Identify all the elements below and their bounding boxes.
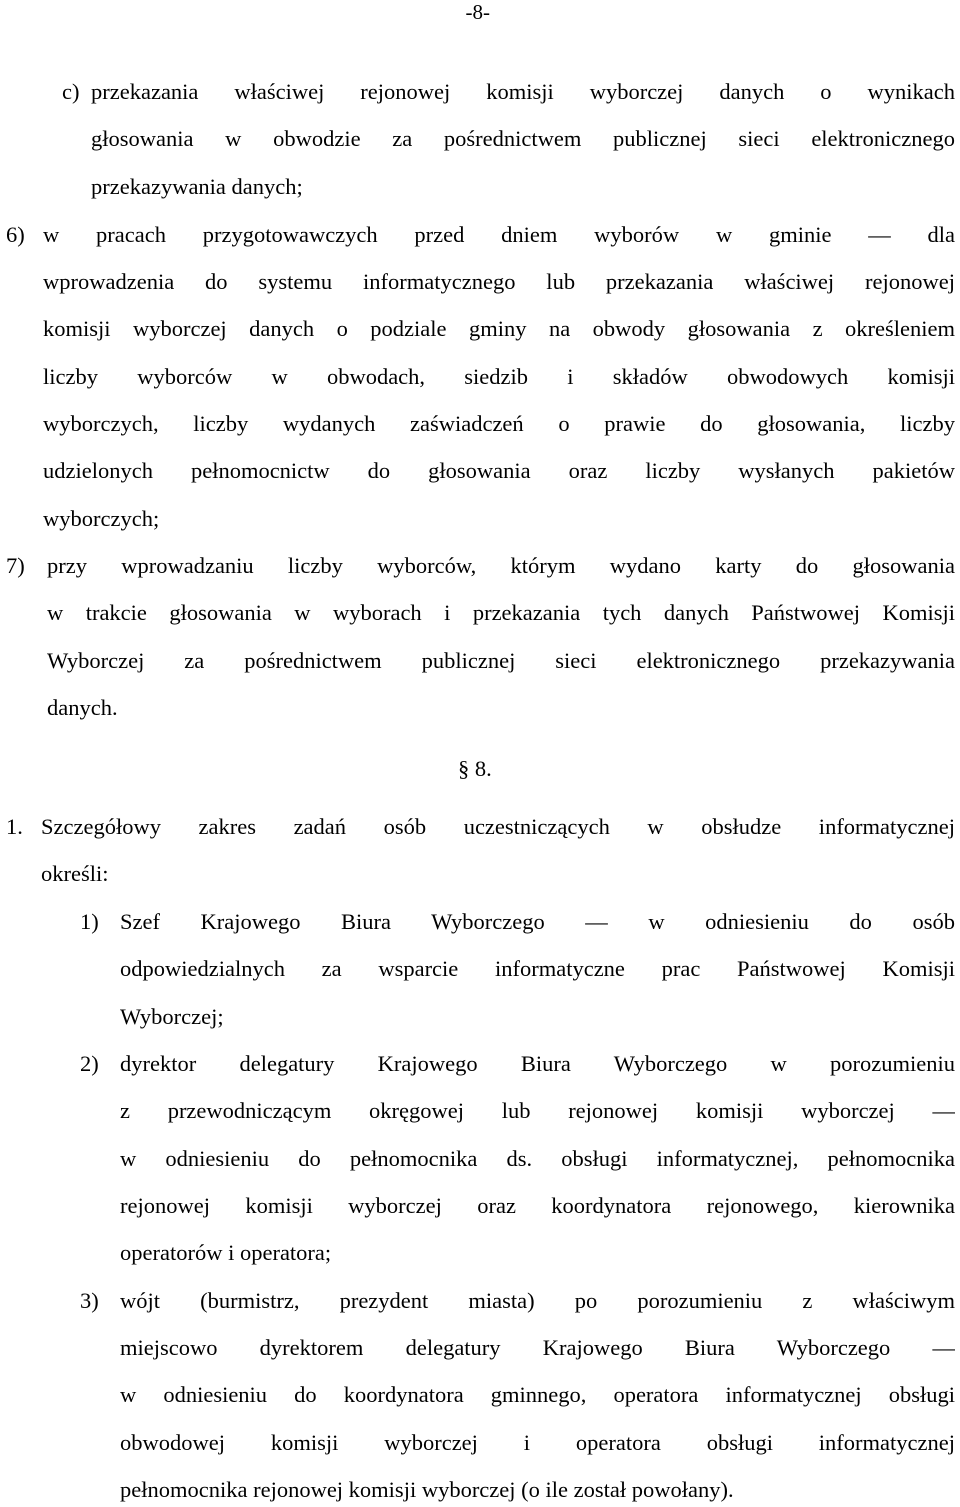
section-heading: § 8. (458, 756, 492, 781)
subitem-3-line: w odniesieniu do koordynatora gminnego, operatora informatycznej obsługi (120, 1382, 955, 1407)
subitem-3-line: obwodowej komisji wyborczej i operatora obsługi informatycznej (120, 1430, 955, 1455)
subitem-3-line: wójt (burmistrz, prezydent miasta) po porozumieniu z właściwym (120, 1288, 955, 1313)
item-6c-marker: c) (62, 79, 80, 104)
item-6-line: komisji wyborczej danych o podziale gminy na obwody głosowania z określeniem (43, 316, 955, 341)
item-6-line: liczby wyborców w obwodach, siedzib i składów obwodowych komisji (43, 364, 955, 389)
item-7-line: przy wprowadzaniu liczby wyborców, którym wydano karty do głosowania (47, 553, 955, 578)
paragraph-1-marker: 1. (6, 814, 23, 839)
item-7-line: danych. (47, 695, 118, 720)
subitem-3-line: miejscowo dyrektorem delegatury Krajowego Biura Wyborczego — (120, 1335, 955, 1360)
item-6c-line: przekazywania danych; (91, 174, 303, 199)
subitem-2-line: rejonowej komisji wyborczej oraz koordynatora rejonowego, kierownika (120, 1193, 955, 1218)
item-6-line: wprowadzenia do systemu informatycznego lub przekazania właściwej rejonowej (43, 269, 955, 294)
subitem-2-line: operatorów i operatora; (120, 1240, 332, 1265)
item-6c-line: głosowania w obwodzie za pośrednictwem publicznej sieci elektronicznego (91, 126, 955, 151)
subitem-2-marker: 2) (80, 1051, 99, 1076)
subitem-3-marker: 3) (80, 1288, 99, 1313)
item-6-line: udzielonych pełnomocnictw do głosowania oraz liczby wysłanych pakietów (43, 458, 955, 483)
subitem-1-marker: 1) (80, 909, 99, 934)
subitem-2-line: w odniesieniu do pełnomocnika ds. obsługi informatycznej, pełnomocnika (120, 1146, 955, 1171)
item-7-line: Wyborczej za pośrednictwem publicznej sieci elektronicznego przekazywania (47, 648, 955, 673)
subitem-2-line: dyrektor delegatury Krajowego Biura Wyborczego w porozumieniu (120, 1051, 955, 1076)
item-6-line: wyborczych, liczby wydanych zaświadczeń o prawie do głosowania, liczby (43, 411, 955, 436)
paragraph-1-line: określi: (41, 861, 109, 886)
item-7-marker: 7) (6, 553, 25, 578)
subitem-1-line: Szef Krajowego Biura Wyborczego — w odniesieniu do osób (120, 909, 955, 934)
item-6c-line: przekazania właściwej rejonowej komisji wyborczej danych o wynikach (91, 79, 955, 104)
subitem-1-line: Wyborczej; (120, 1004, 224, 1029)
item-6-line: w pracach przygotowawczych przed dniem wyborów w gminie — dla (43, 222, 955, 247)
subitem-1-line: odpowiedzialnych za wsparcie informatyczne prac Państwowej Komisji (120, 956, 955, 981)
subitem-2-line: z przewodniczącym okręgowej lub rejonowej komisji wyborczej — (120, 1098, 955, 1123)
item-7-line: w trakcie głosowania w wyborach i przekazania tych danych Państwowej Komisji (47, 600, 955, 625)
paragraph-1-line: Szczegółowy zakres zadań osób uczestniczących w obsłudze informatycznej (41, 814, 955, 839)
page-number: -8- (465, 0, 490, 24)
subitem-3-line: pełnomocnika rejonowej komisji wyborczej (o ile został powołany). (120, 1477, 734, 1502)
item-6-marker: 6) (6, 222, 25, 247)
item-6-line: wyborczych; (43, 506, 160, 531)
